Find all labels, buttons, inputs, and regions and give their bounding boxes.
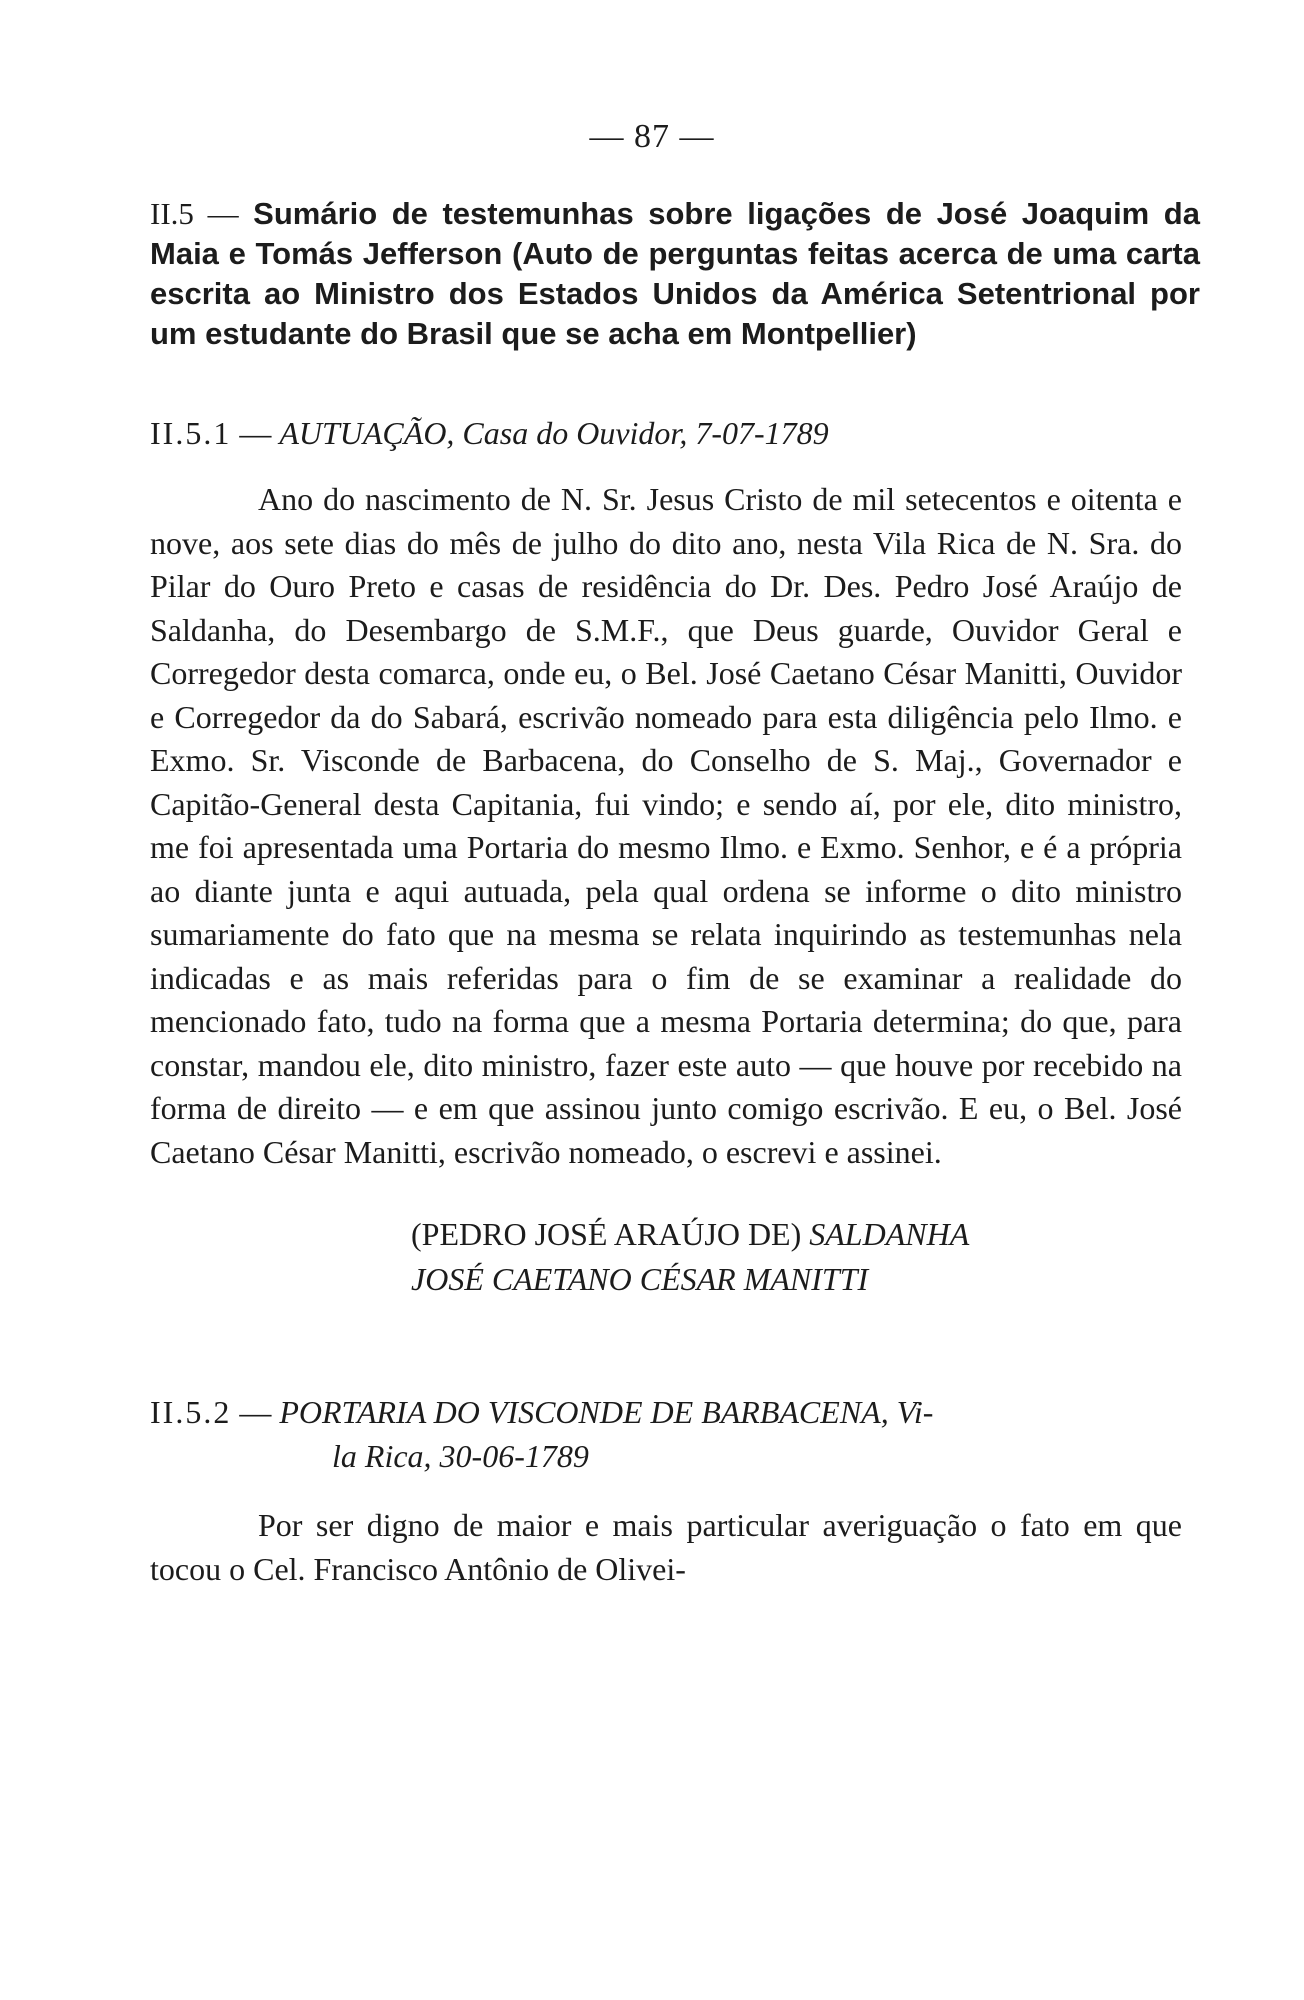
subsection-2-heading bbox=[150, 1390, 1180, 1478]
subsection-1-number: II.5.1 bbox=[150, 415, 232, 451]
subsection-2-title-line1: PORTARIA DO VISCONDE DE BARBACENA, Vi- bbox=[279, 1394, 934, 1430]
section-number: II.5 — bbox=[150, 196, 239, 231]
subsection-2-dash: — bbox=[231, 1394, 280, 1430]
subsection-1-dash: — bbox=[231, 415, 280, 451]
subsection-1-heading bbox=[150, 412, 1180, 454]
subsection-2-number: II.5.2 bbox=[150, 1394, 232, 1430]
signature-manitti: JOSÉ CAETANO CÉSAR MANITTI bbox=[411, 1261, 869, 1297]
subsection-2-body: Por ser digno de maior e mais particular averiguação o fato em que tocou o Cel. Francisco Antônio de Olivei- bbox=[150, 1507, 1182, 1587]
signature-block bbox=[411, 1212, 1201, 1302]
subsection-2-title-line2: la Rica, 30-06-1789 bbox=[332, 1438, 589, 1474]
signature-saldanha bbox=[411, 1212, 1201, 1257]
page-number: — 87 — bbox=[589, 118, 715, 155]
signature-saldanha-prefix: (PEDRO JOSÉ ARAÚJO DE) bbox=[411, 1216, 810, 1252]
section-title: Sumário de testemunhas sobre ligações de José Joaquim da Maia e Tomás Jefferson (Auto de perguntas feitas acerca de uma carta escrita ao Ministro dos Estados Unidos da América Setentrional por um estudante do Brasil que se acha em Montpellier) bbox=[150, 196, 1200, 351]
subsection-1-body: Ano do nascimento de N. Sr. Jesus Cristo de mil setecentos e oitenta e nove, aos sete dias do mês de julho do dito ano, nesta Vila Rica de N. Sra. do Pilar do Ouro Preto e casas de residência do Dr. Des. Pedro José Araújo de Saldanha, do Desembargo de S.M.F., que Deus guarde, Ouvidor Geral e Corregedor desta comarca, onde eu, o Bel. José Caetano César Manitti, Ouvidor e Corregedor da do Sabará, escrivão nomeado para esta diligência pelo Ilmo. e Exmo. Sr. Visconde de Barbacena, do Conselho de S. Maj., Governador e Capitão-General desta Capitania, fui vindo; e sendo aí, por ele, dito ministro, me foi apresentada uma Portaria do mesmo Ilmo. e Exmo. Senhor, e é a própria ao diante junta e aqui autuada, pela qual ordena se informe o dito ministro sumariamente do fato que na mesma se relata inquirindo as testemunhas nela indicadas e as mais referidas para o fim de se examinar a realidade do mencionado fato, tudo na forma que a mesma Portaria determina; do que, para constar, mandou ele, dito ministro, fazer este auto — que houve por recebido na forma de direito — e em que assinou junto comigo escrivão. E eu, o Bel. José Caetano César Manitti, escrivão nomeado, o escrevi e assinei. bbox=[150, 481, 1182, 1170]
section-heading bbox=[150, 194, 1200, 354]
signature-saldanha-name: SALDANHA bbox=[809, 1216, 970, 1252]
subsection-1-title: AUTUAÇÃO, Casa do Ouvidor, 7-07-1789 bbox=[279, 415, 829, 451]
